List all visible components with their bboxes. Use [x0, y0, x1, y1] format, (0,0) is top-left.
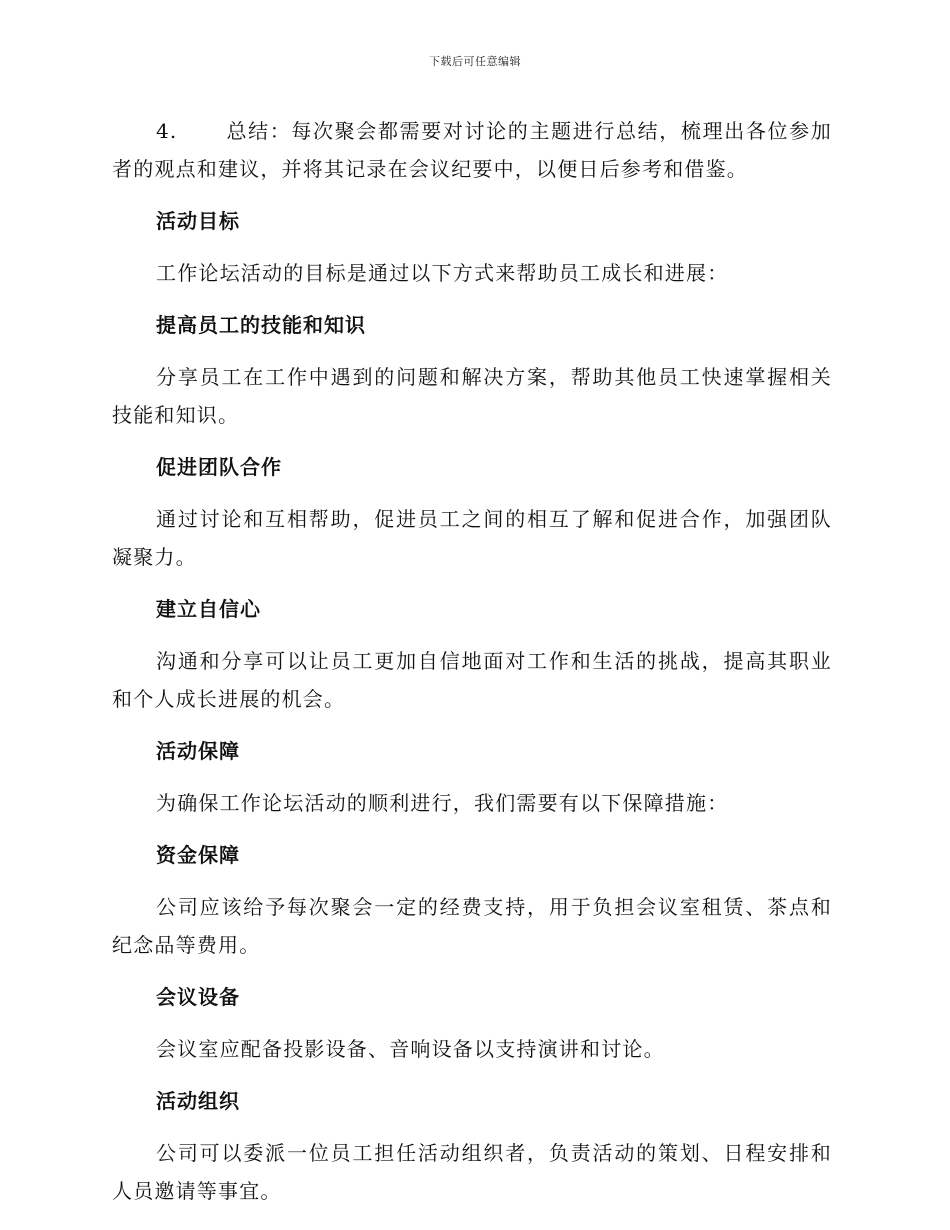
- team-heading: 促进团队合作: [156, 455, 282, 479]
- page-header: 下载后可任意编辑: [429, 55, 521, 68]
- organization-text: 公司可以委派一位员工担任活动组织者，负责活动的策划、日程安排和人员邀请等事宜。: [112, 1141, 832, 1203]
- funding-text: 公司应该给予每次聚会一定的经费支持，用于负担会议室租赁、茶点和纪念品等费用。: [112, 895, 832, 957]
- summary-text: 总结：每次聚会都需要对讨论的主题进行总结，梳理出各位参加者的观点和建议，并将其记录在会议纪要中，以便日后参考和借鉴。: [112, 119, 832, 181]
- confidence-heading: 建立自信心: [156, 597, 261, 621]
- equipment-heading: 会议设备: [156, 985, 240, 1009]
- list-number: 4.: [156, 119, 178, 143]
- equipment-text: 会议室应配备投影设备、音响设备以支持演讲和讨论。: [156, 1037, 665, 1061]
- skills-heading: 提高员工的技能和知识: [156, 313, 366, 337]
- skills-text: 分享员工在工作中遇到的问题和解决方案，帮助其他员工快速掌握相关技能和知识。: [112, 365, 832, 427]
- team-text: 通过讨论和互相帮助，促进员工之间的相互了解和促进合作，加强团队凝聚力。: [112, 507, 832, 569]
- document-body: [112, 112, 832, 1210]
- support-heading: 活动保障: [156, 739, 240, 763]
- funding-heading: 资金保障: [156, 843, 240, 867]
- support-intro: 为确保工作论坛活动的顺利进行，我们需要有以下保障措施：: [156, 791, 729, 815]
- summary-paragraph: [112, 112, 832, 188]
- goal-intro: 工作论坛活动的目标是通过以下方式来帮助员工成长和进展：: [156, 261, 729, 285]
- goal-heading: 活动目标: [156, 209, 240, 233]
- organization-heading: 活动组织: [156, 1089, 240, 1113]
- confidence-text: 沟通和分享可以让员工更加自信地面对工作和生活的挑战，提高其职业和个人成长进展的机会。: [112, 649, 832, 711]
